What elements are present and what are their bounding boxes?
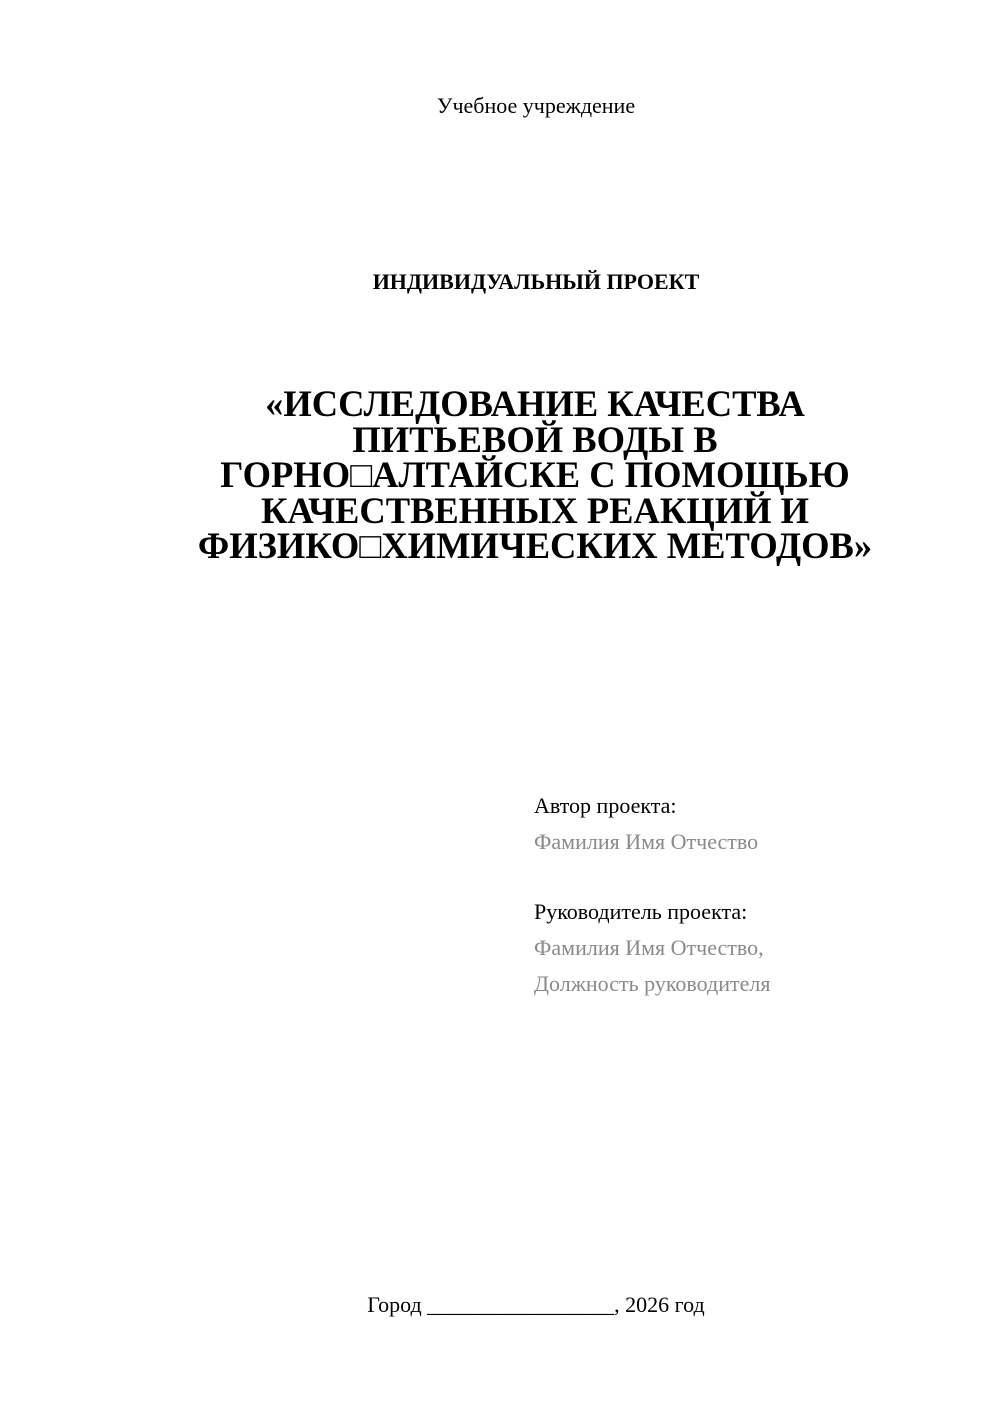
project-title-line: «ИССЛЕДОВАНИЕ КАЧЕСТВА: [265, 383, 805, 424]
author-name-placeholder: Фамилия Имя Отчество: [534, 829, 759, 854]
project-title-line: ГОРНО□АЛТАЙСКЕ С ПОМОЩЬЮ: [220, 454, 850, 495]
project-title-line: КАЧЕСТВЕННЫХ РЕАКЦИЙ И: [260, 489, 810, 531]
author-label: Автор проекта:: [534, 793, 677, 818]
supervisor-label: Руководитель проекта:: [534, 899, 748, 924]
supervisor-position-placeholder: Должность руководителя: [534, 971, 771, 996]
spacer: [534, 860, 974, 894]
project-title-line: ФИЗИКО□ХИМИЧЕСКИХ МЕТОДОВ»: [197, 525, 873, 566]
institution-name: Учебное учреждение: [436, 93, 636, 118]
project-type-heading: ИНДИВИДУАЛЬНЫЙ ПРОЕКТ: [372, 269, 700, 294]
project-title: [150, 383, 920, 566]
city-year-line: Город _________________, 2026 год: [367, 1292, 705, 1317]
project-people-block: [534, 788, 974, 1002]
project-title-line: ПИТЬЕВОЙ ВОДЫ В: [352, 418, 718, 460]
supervisor-name-placeholder: Фамилия Имя Отчество,: [534, 935, 764, 960]
